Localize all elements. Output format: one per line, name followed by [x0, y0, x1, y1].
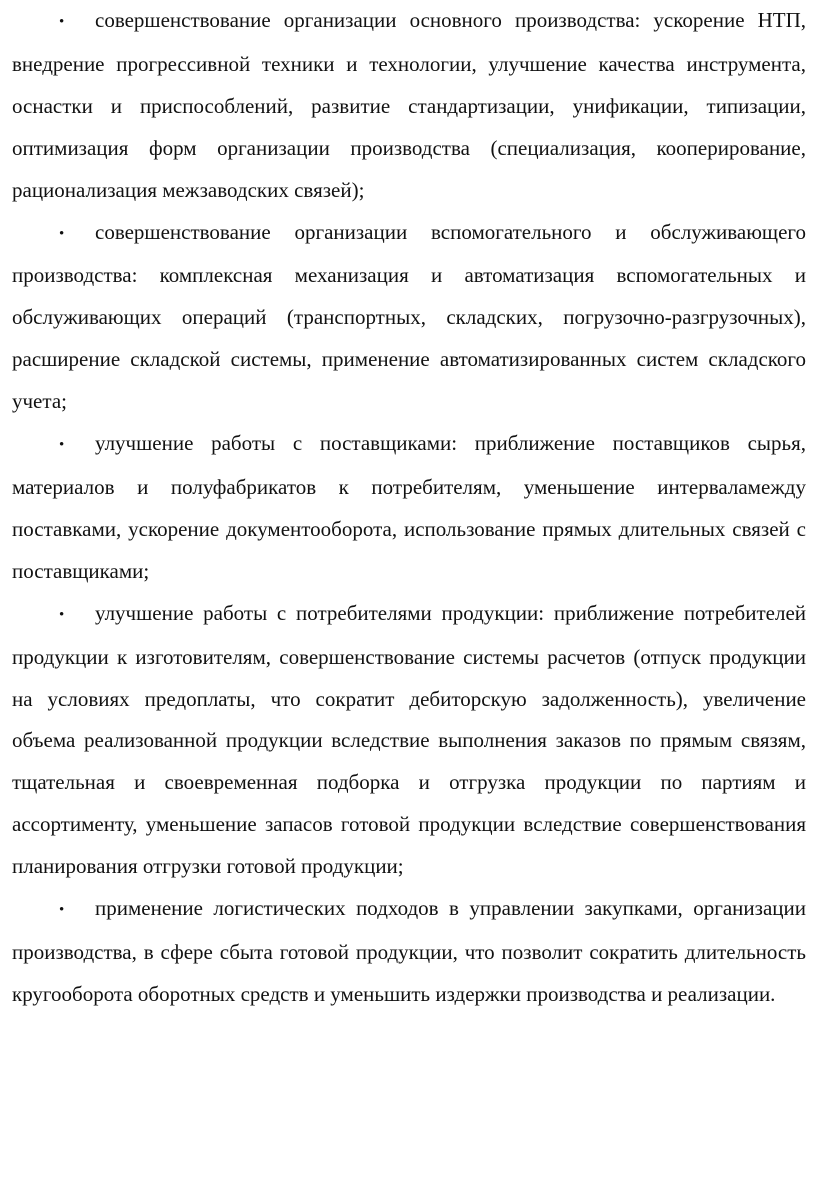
bullet-icon: •: [59, 14, 65, 30]
list-item-1: [12, 0, 806, 212]
list-item-text: применение логистических подходов в управлении закупками, организации производства, в сфере сбыта готовой продукции, что позволит сократить длительность кругооборота оборотных средств и уменьшить издержки производства и реализации.: [12, 896, 806, 1006]
list-item-text: улучшение работы с потребителями продукции: приближение потребителей продукции к изготовителям, совершенствование системы расчетов (отпуск продукции на условиях предоплаты, что сократит дебиторскую задолженность), увеличение объема реализованной продукции вследствие выполнения заказов по прямым связям, тщательная и своевременная подборка и отгрузка продукции по партиям и ассортименту, уменьшение запасов готовой продукции вследствие совершенствования планирования отгрузки готовой продукции;: [12, 600, 806, 879]
bullet-icon: •: [59, 606, 65, 623]
document-page: [12, 0, 806, 1016]
list-item-text: совершенствование организации основного производства: ускорение НТП, внедрение прогрессивной техники и технологии, улучшение качества инструмента, оснастки и приспособлений, развитие стандартизации, унификации, типизации, оптимизация форм организации производства (специализация, кооперирование, рационализация межзаводских связей);: [12, 8, 806, 202]
list-item-3: [12, 423, 806, 593]
list-item-2: [12, 212, 806, 424]
bullet-icon: •: [59, 225, 65, 242]
bullet-icon: •: [59, 902, 65, 919]
list-item-text: улучшение работы с поставщиками: приближение поставщиков сырья, материалов и полуфабрикатов к потребителям, уменьшение интерваламежду поставками, ускорение документооборота, использование прямых длительных связей с поставщиками;: [12, 431, 806, 583]
list-item-4: [12, 593, 806, 888]
bullet-icon: •: [59, 437, 65, 454]
list-item-text: совершенствование организации вспомогательного и обслуживающего производства: комплексная механизация и автоматизация вспомогательных и обслуживающих операций (транспортных, складских, погрузочно-разгрузочных), расширение складской системы, применение автоматизированных систем складского учета;: [12, 219, 806, 414]
list-item-5: [12, 888, 806, 1016]
